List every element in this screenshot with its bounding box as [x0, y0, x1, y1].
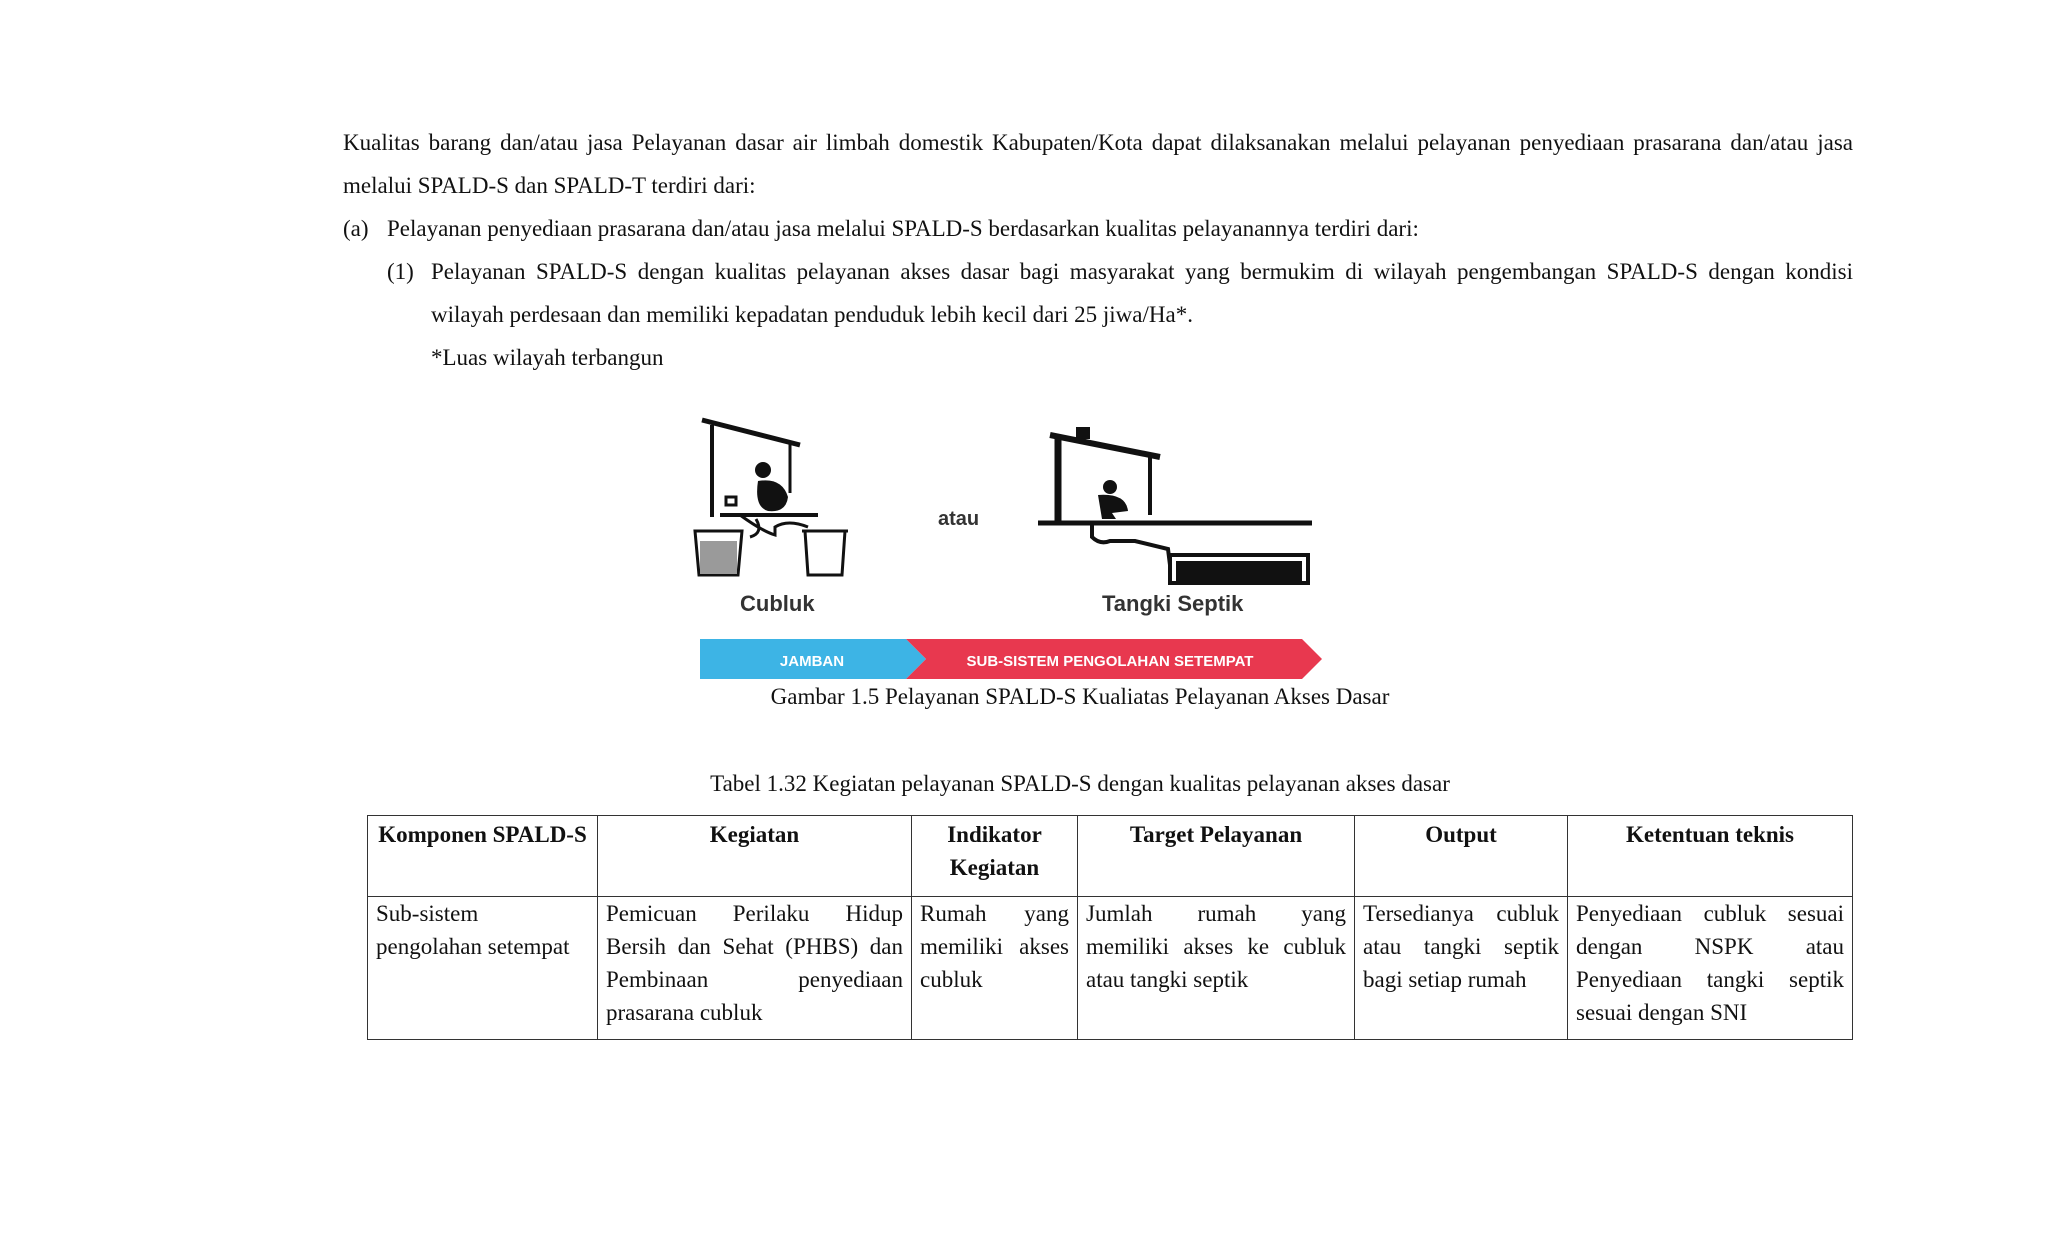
band-jamban-label: JAMBAN — [779, 653, 845, 670]
header-output: Output — [1355, 816, 1568, 897]
intro-paragraph: Kualitas barang dan/atau jasa Pelayanan dasar air limbah domestik Kabupaten/Kota dapat dilaksanakan melalui pelayanan penyediaan prasarana dan/atau jasa melalui SPALD-S dan SPALD-T terdiri dari: — [343, 130, 1853, 198]
header-komponen: Komponen SPALD-S — [368, 816, 598, 897]
table-header-row — [368, 816, 1853, 897]
cell-komponen: Sub-sistem pengolahan setempat — [368, 897, 598, 1040]
figure-caption: Gambar 1.5 Pelayanan SPALD-S Kualiatas Pelayanan Akses Dasar — [770, 684, 1390, 709]
label-cubluk: Cubluk — [740, 591, 815, 616]
list-item-a — [343, 207, 1853, 250]
cell-indikator: Rumah yang memiliki akses cubluk — [912, 897, 1078, 1040]
cell-ketentuan: Penyediaan cubluk sesuai dengan NSPK atau Penyediaan tangki septik sesuai dengan SNI — [1568, 897, 1853, 1040]
cell-kegiatan: Pemicuan Perilaku Hidup Bersih dan Sehat (PHBS) dan Pembinaan penyediaan prasarana cubluk — [598, 897, 912, 1040]
figure-illustration — [690, 415, 1330, 685]
list-marker-1: (1) — [387, 259, 414, 284]
figure-spald-s — [690, 415, 1330, 685]
list-item-a-text: Pelayanan penyediaan prasarana dan/atau jasa melalui SPALD-S berdasarkan kualitas pelayanannya terdiri dari: — [387, 216, 1419, 241]
cubluk-illustration — [695, 420, 848, 575]
band-sub-sistem-label: SUB-SISTEM PENGOLAHAN SETEMPAT — [966, 653, 1254, 670]
cell-target: Jumlah rumah yang memiliki akses ke cubluk atau tangki septik — [1078, 897, 1355, 1040]
list-item-1-text: Pelayanan SPALD-S dengan kualitas pelayanan akses dasar bagi masyarakat yang bermukim di wilayah pengembangan SPALD-S dengan kondisi wilayah perdesaan dan memiliki kepadatan penduduk lebih kecil dari 25 jiwa/Ha*. — [431, 259, 1853, 327]
label-tangki-septik: Tangki Septik — [1102, 591, 1244, 616]
table-row — [368, 897, 1853, 1040]
activities-table — [367, 815, 1853, 1040]
list-item-1 — [387, 250, 1853, 336]
septic-tank-illustration — [1038, 427, 1312, 583]
header-ketentuan: Ketentuan teknis — [1568, 816, 1853, 897]
list-marker-a: (a) — [343, 216, 369, 241]
table-caption: Tabel 1.32 Kegiatan pelayanan SPALD-S dengan kualitas pelayanan akses dasar — [710, 771, 1450, 796]
cell-output: Tersedianya cubluk atau tangki septik bagi setiap rumah — [1355, 897, 1568, 1040]
header-kegiatan: Kegiatan — [598, 816, 912, 897]
footnote: *Luas wilayah terbangun — [431, 345, 664, 370]
header-indikator: Indikator Kegiatan — [912, 816, 1078, 897]
label-atau: atau — [938, 508, 980, 530]
header-target: Target Pelayanan — [1078, 816, 1355, 897]
